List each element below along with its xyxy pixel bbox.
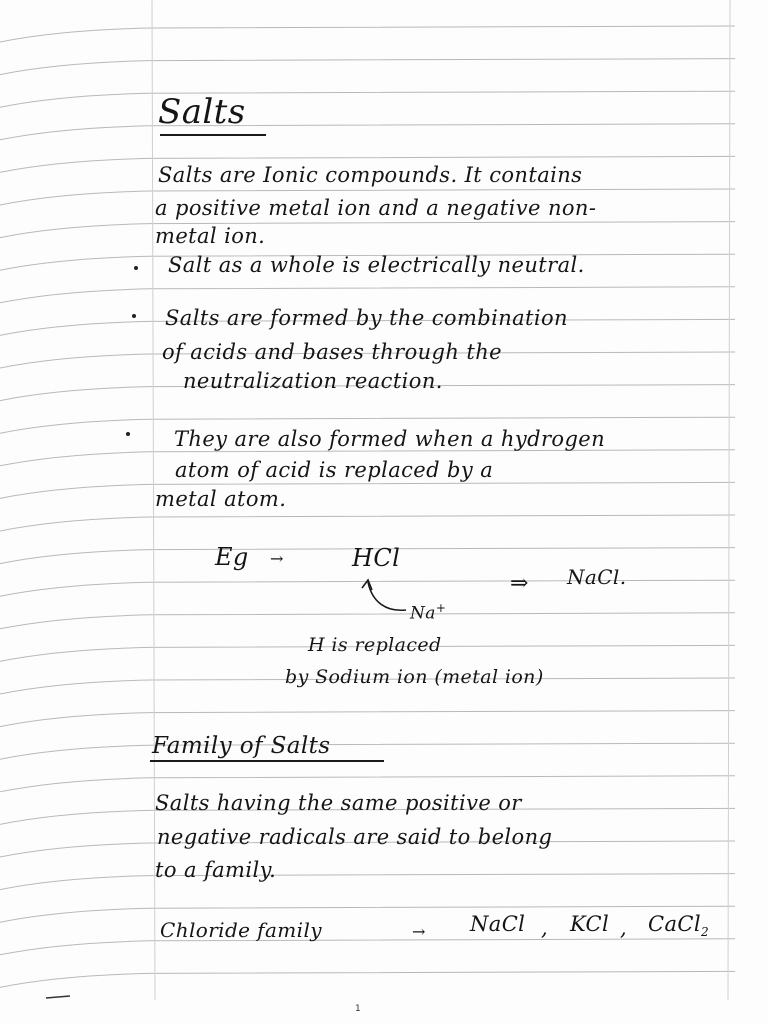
chloride-salt-3: [648, 912, 709, 944]
ruled-line: [0, 874, 735, 890]
example-arrow: →: [270, 549, 284, 568]
example-label: Eg: [215, 543, 249, 571]
bullet-3-line-1: They are also formed when a hydrogen: [174, 427, 606, 451]
ruled-line: [0, 26, 735, 42]
ruled-line: [0, 91, 735, 107]
family-line-3: to a family.: [155, 858, 277, 882]
chloride-salt-3-formula: CaCl: [648, 912, 701, 936]
ruled-line: [0, 482, 735, 498]
family-line-2: negative radicals are said to belong: [157, 825, 553, 849]
page-number: 1: [355, 1004, 361, 1014]
intro-line-3: metal ion.: [155, 224, 266, 248]
ruled-line: [0, 776, 735, 792]
chloride-salt-1: NaCl: [470, 912, 526, 936]
ruled-line: [0, 515, 735, 531]
ruled-line: [0, 124, 735, 140]
ruled-line: [0, 222, 735, 238]
ruled-line: [0, 287, 735, 303]
example-note-line-2: by Sodium ion (metal ion): [285, 666, 544, 688]
intro-line-2: a positive metal ion and a negative non-: [155, 196, 597, 220]
bullet-2-line-3: neutralization reaction.: [183, 369, 443, 393]
family-heading-underline: [150, 760, 384, 762]
family-heading: Family of Salts: [152, 733, 331, 759]
bullet-dot-2: [132, 314, 136, 318]
bullet-3-line-2: atom of acid is replaced by a: [175, 458, 494, 482]
ruled-line: [0, 711, 735, 727]
example-reactant: HCl: [352, 544, 401, 572]
chloride-salt-3-subscript: 2: [700, 925, 710, 940]
chloride-separator-2: ,: [620, 916, 628, 940]
bullet-1-line-1: Salt as a whole is electrically neutral.: [168, 253, 585, 277]
intro-line-1: Salts are Ionic compounds. It contains: [158, 163, 583, 187]
chloride-separator-1: ,: [541, 916, 549, 940]
example-note-line-1: H is replaced: [308, 634, 442, 656]
bullet-dot-3: [126, 432, 130, 436]
bullet-3-line-3: metal atom.: [155, 487, 287, 511]
margin-tick: [46, 996, 70, 998]
ruled-line: [0, 743, 735, 759]
title-underline: [160, 134, 266, 136]
example-ion: [410, 596, 446, 626]
example-ion-symbol: Na: [410, 603, 436, 624]
bullet-2-line-2: of acids and bases through the: [162, 340, 502, 364]
ruled-line: [0, 59, 735, 75]
chloride-salt-2: KCl: [570, 912, 610, 936]
ruled-line: [0, 939, 735, 955]
example-ion-charge: +: [435, 601, 447, 615]
family-line-1: Salts having the same positive or: [155, 791, 522, 815]
ruled-line: [0, 971, 735, 987]
example-product: NaCl.: [567, 565, 627, 589]
chloride-family-label: Chloride family: [160, 918, 322, 942]
bullet-dot-1: [134, 266, 138, 270]
example-yields-arrow: ⇒: [510, 571, 529, 596]
bullet-2-line-1: Salts are formed by the combination: [165, 306, 568, 330]
page-edge-line: [728, 0, 730, 1000]
page-title: Salts: [158, 92, 246, 132]
chloride-family-arrow: →: [412, 922, 426, 941]
